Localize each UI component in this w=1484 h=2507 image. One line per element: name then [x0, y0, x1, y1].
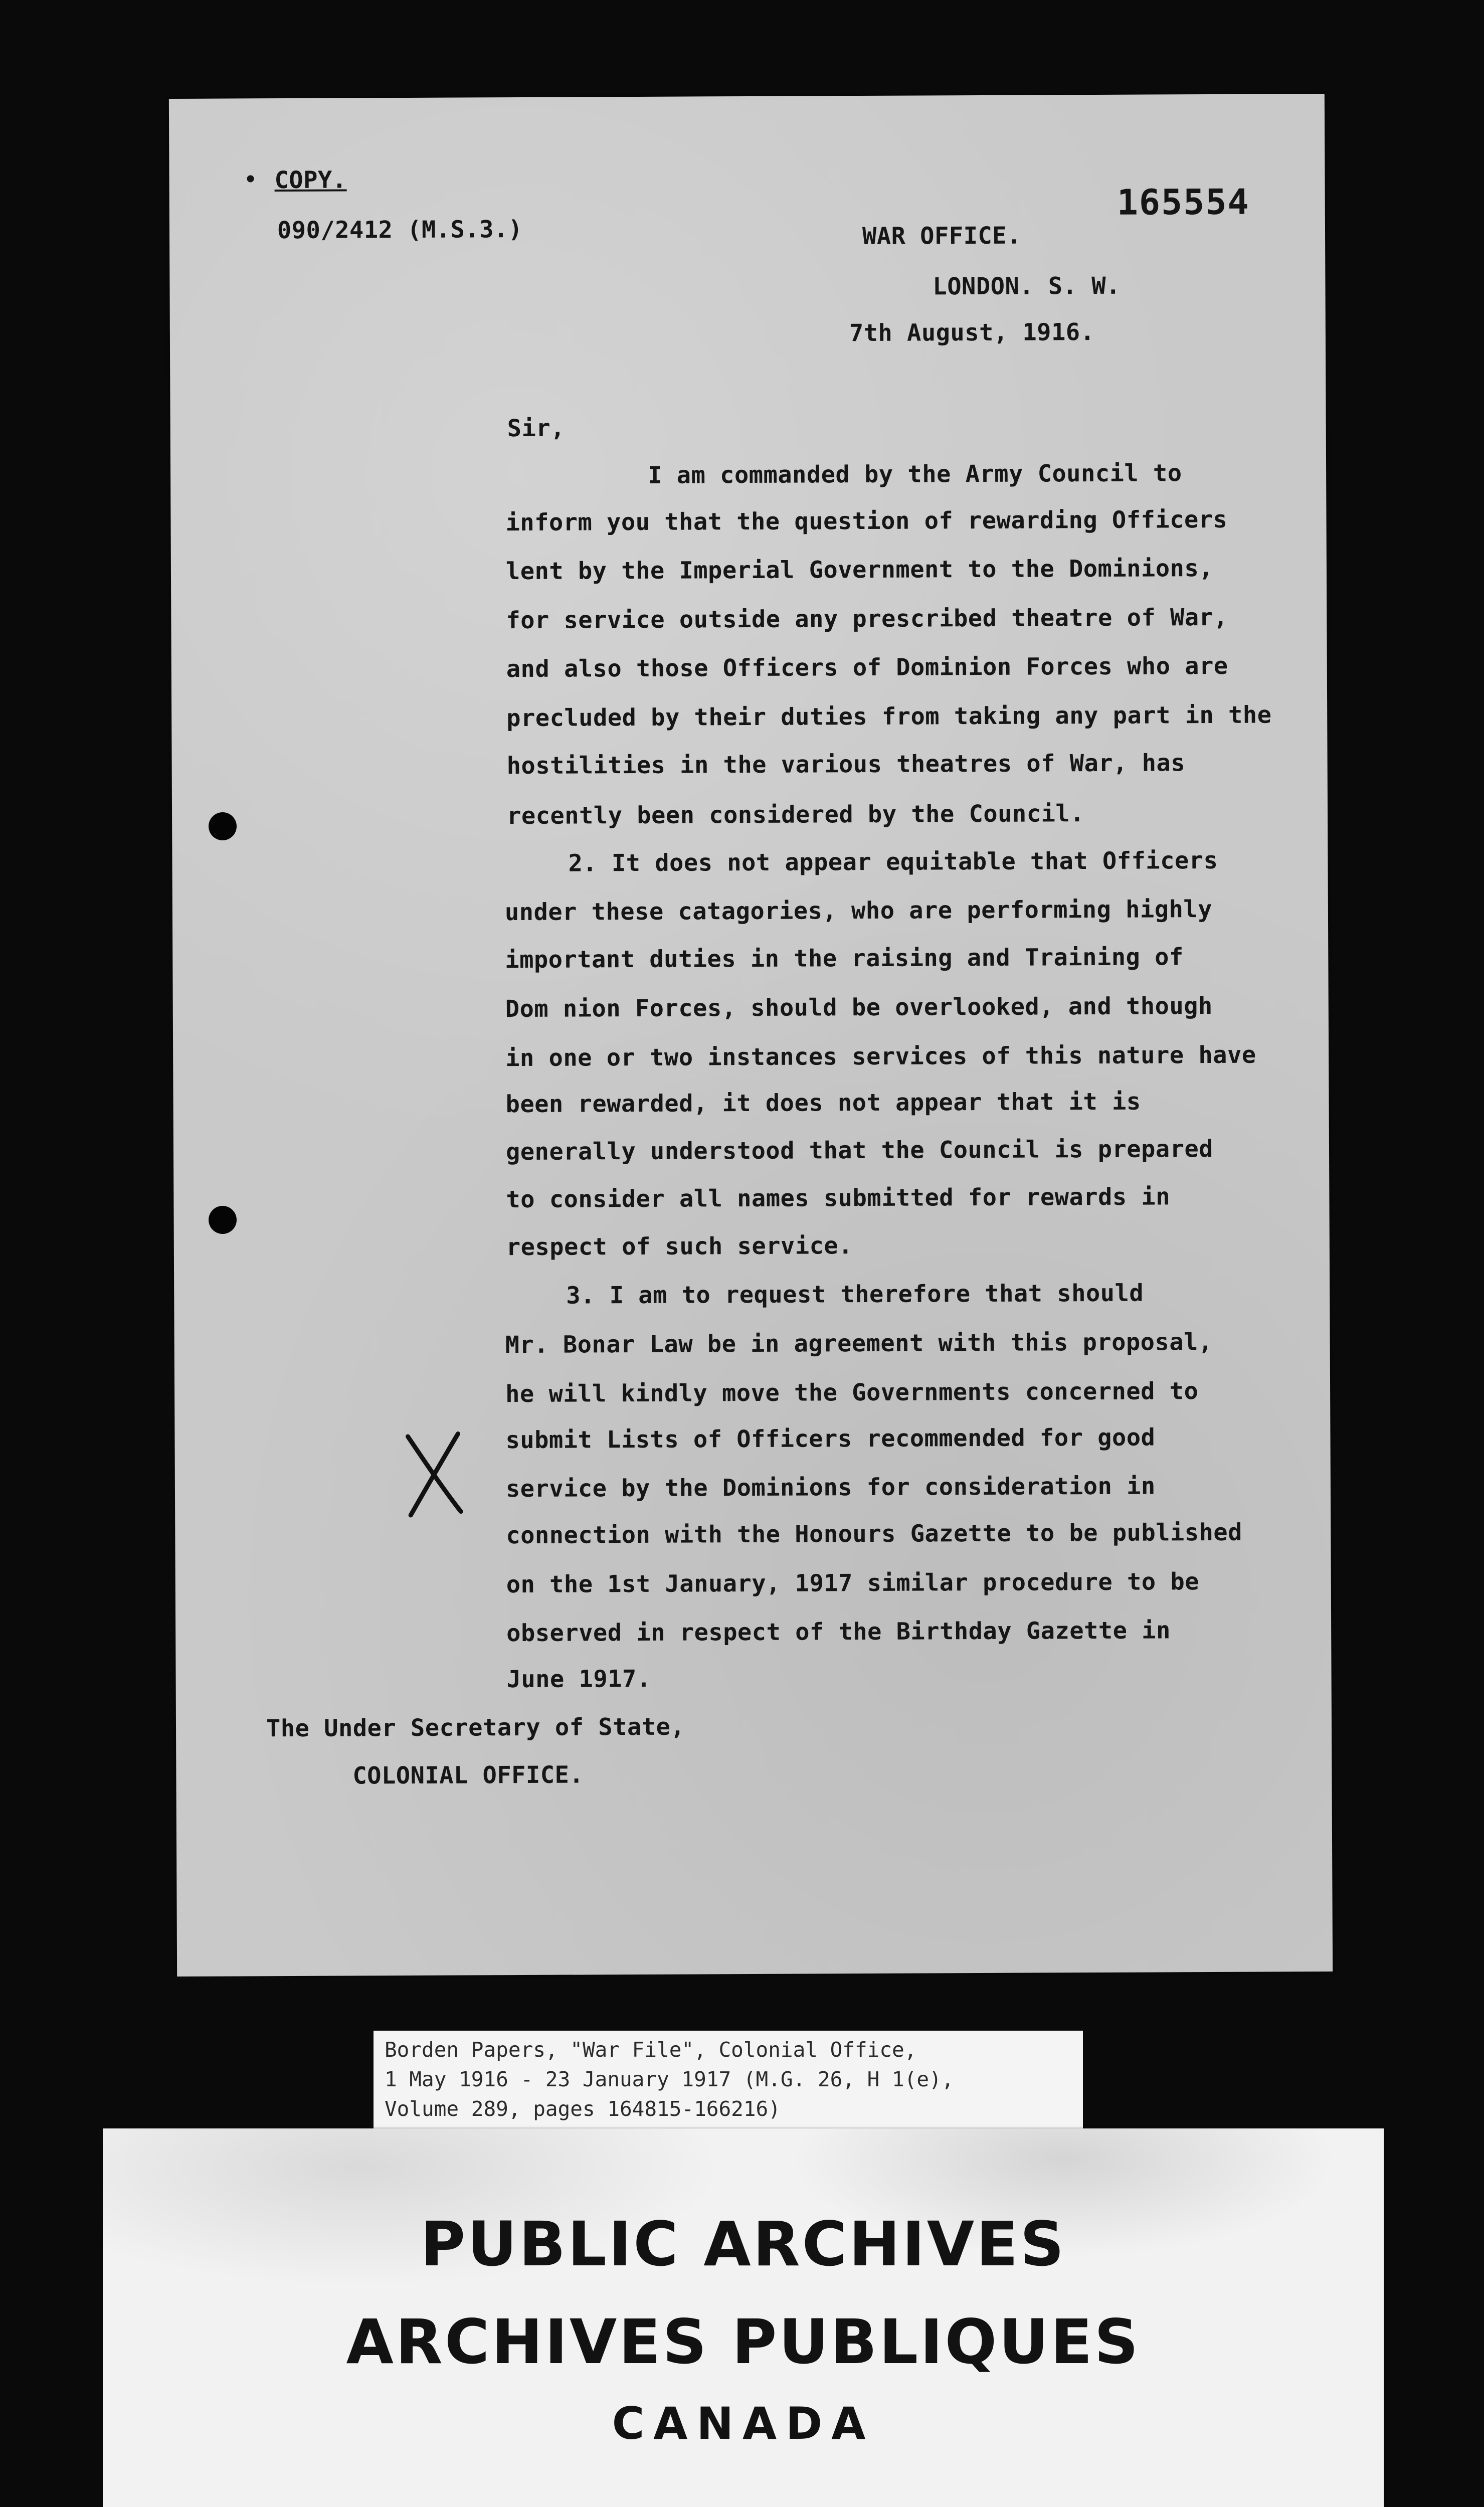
slip-line: Borden Papers, "War File", Colonial Office, [385, 2038, 917, 2062]
body-line: to consider all names submitted for rewards in [506, 1183, 1171, 1214]
body-line: inform you that the question of rewarding Officers [505, 505, 1228, 537]
punch-hole [209, 1206, 237, 1234]
body-line: been rewarded, it does not appear that it is [505, 1088, 1141, 1119]
slip-line: Volume 289, pages 164815-166216) [385, 2097, 781, 2121]
body-line: observed in respect of the Birthday Gazette in [506, 1617, 1171, 1648]
body-line: for service outside any prescribed theatre of War, [506, 603, 1228, 635]
body-line: under these catagories, who are performing highly [504, 895, 1213, 927]
body-line: and also those Officers of Dominion Forces who are [506, 652, 1228, 683]
letter-date: 7th August, 1916. [849, 318, 1095, 347]
body-line: generally understood that the Council is prepared [505, 1135, 1214, 1166]
body-line: service by the Dominions for consideration in [505, 1472, 1156, 1503]
body-line: on the 1st January, 1917 similar procedure to be [506, 1568, 1200, 1599]
body-line: submit Lists of Officers recommended for good [505, 1423, 1156, 1455]
body-line: respect of such service. [506, 1232, 853, 1262]
body-line: Mr. Bonar Law be in agreement with this proposal, [505, 1328, 1213, 1359]
catalog-slip [374, 2031, 1083, 2131]
body-line: Dom nion Forces, should be overlooked, and though [505, 992, 1213, 1023]
copy-mark: COPY. [274, 166, 347, 195]
body-line: June 1917. [506, 1665, 651, 1694]
stamp-line-english: PUBLIC ARCHIVES [420, 2209, 1066, 2280]
salutation: Sir, [507, 414, 566, 443]
body-line: 2. It does not appear equitable that Officers [568, 846, 1218, 877]
punch-hole [209, 812, 237, 840]
letter-page [169, 94, 1333, 1977]
copy-dot: • [244, 168, 257, 192]
stamp-line-country: CANADA [612, 2398, 875, 2449]
body-line: important duties in the raising and Training of [505, 943, 1184, 974]
body-line: he will kindly move the Governments concerned to [505, 1377, 1199, 1408]
stamp-line-french: ARCHIVES PUBLIQUES [346, 2306, 1141, 2378]
sender-city: LONDON. S. W. [933, 272, 1121, 301]
body-line: I am commanded by the Army Council to [648, 459, 1182, 489]
body-line: precluded by their duties from taking any part in the [506, 701, 1272, 733]
body-line: lent by the Imperial Government to the Dominions, [505, 554, 1214, 586]
document-number: 165554 [1117, 181, 1250, 223]
sender-office: WAR OFFICE. [862, 222, 1021, 251]
reference-number: 090/2412 (M.S.3.) [277, 215, 523, 245]
addressee-title: The Under Secretary of State, [266, 1713, 685, 1743]
body-line: in one or two instances services of this nature have [505, 1041, 1256, 1072]
addressee-office: COLONIAL OFFICE. [352, 1761, 584, 1790]
body-line: hostilities in the various theatres of War, has [506, 749, 1186, 780]
body-line: recently been considered by the Council. [506, 800, 1085, 830]
slip-line: 1 May 1916 - 23 January 1917 (M.G. 26, H 1(e), [385, 2067, 954, 2091]
archive-stamp [103, 2128, 1384, 2507]
body-line: connection with the Honours Gazette to be published [506, 1518, 1243, 1550]
body-line: 3. I am to request therefore that should [566, 1279, 1144, 1310]
handwritten-x-mark [403, 1428, 468, 1519]
